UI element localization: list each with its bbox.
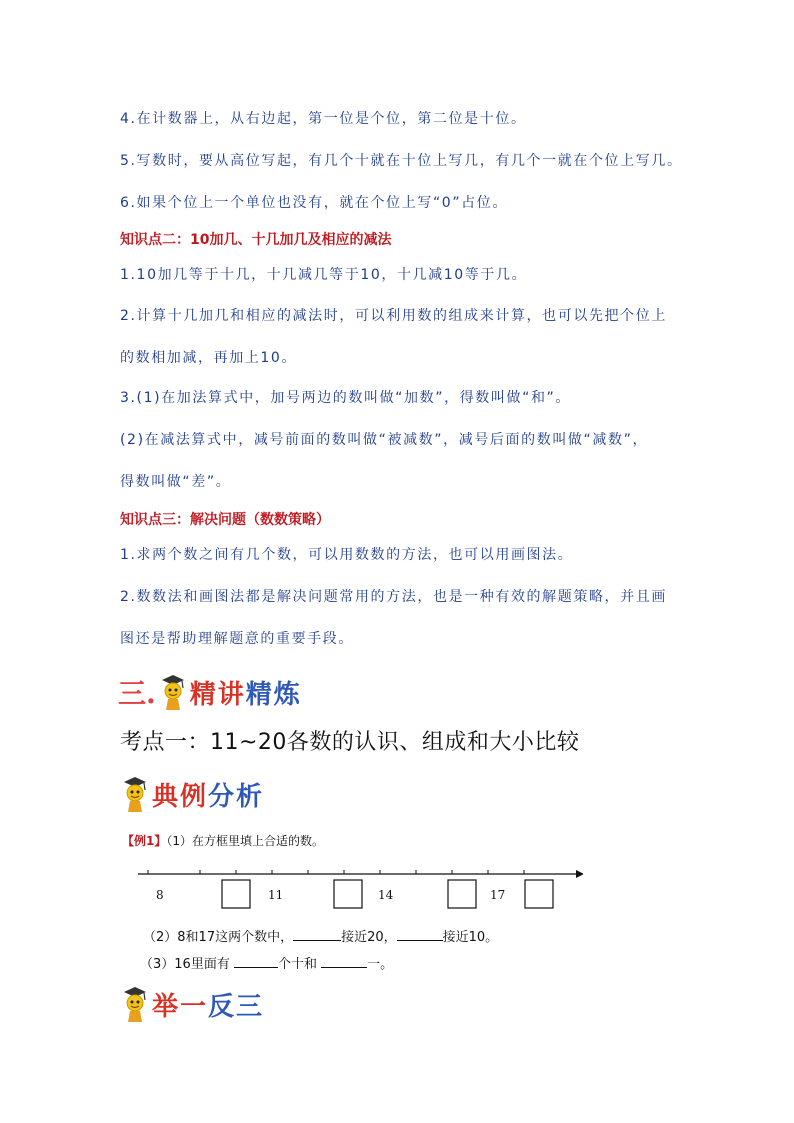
number-line-label: 17 [490, 888, 506, 902]
point-4: 4.在计数器上，从右边起，第一位是个位，第二位是十位。 [120, 111, 527, 127]
point-6: 6.如果个位上一个单位也没有，就在个位上写“0”占位。 [120, 195, 508, 211]
kp3-line-1: 1.求两个数之间有几个数，可以用数数的方法，也可以用画图法。 [120, 547, 574, 563]
dianli-title-a: 典例 [152, 781, 209, 812]
example-q3 [140, 953, 393, 972]
example-q1: （1）在方框里填上合适的数。 [166, 834, 324, 848]
number-line-label: 8 [156, 888, 164, 902]
mascot-icon [118, 984, 152, 1024]
kp3-line-2a: 2.数数法和画图法都是解决问题常用的方法，也是一种有效的解题策略，并且画 [120, 589, 667, 605]
kp2-line-1: 1.10加几等于十几，十几减几等于10，十几减10等于几。 [120, 267, 528, 283]
q3-text-a: （3）16里面有 [140, 957, 230, 972]
kp2-line-3a: 3.(1)在加法算式中，加号两边的数叫做“加数”，得数叫做“和”。 [120, 390, 571, 406]
answer-box[interactable] [222, 880, 250, 908]
number-line-label: 14 [378, 888, 394, 902]
number-line [138, 860, 583, 916]
juyi-title-a: 举一 [152, 991, 209, 1022]
kp2-heading: 知识点二：10加几、十几加几及相应的减法 [120, 232, 392, 248]
section-number: 三. [118, 677, 156, 710]
kp2-line-3c: 得数叫做“差”。 [120, 474, 232, 490]
answer-box[interactable] [334, 880, 362, 908]
juyi-title [118, 982, 264, 1026]
kp2-line-2a: 2.计算十几加几和相应的减法时，可以利用数的组成来计算，也可以先把个位上 [120, 308, 667, 324]
section-title-b: 精炼 [245, 679, 302, 710]
answer-blank[interactable] [397, 928, 443, 941]
kp3-line-2b: 图还是帮助理解题意的重要手段。 [120, 631, 354, 647]
example-1-prompt [122, 832, 324, 849]
mascot-icon [118, 774, 152, 814]
example-q2 [143, 926, 498, 945]
answer-blank[interactable] [293, 928, 341, 941]
dianli-title-b: 分析 [208, 781, 265, 812]
number-line-arrow [576, 870, 583, 878]
answer-box[interactable] [525, 880, 553, 908]
q3-text-b: 个十和 [277, 957, 317, 972]
example-tag: 【例1】 [122, 834, 167, 848]
section-title-a: 精讲 [189, 679, 246, 710]
mascot-icon [156, 672, 190, 712]
answer-blank[interactable] [321, 955, 367, 968]
kp3-heading: 知识点三：解决问题（数数策略） [120, 512, 330, 528]
kaodian-title: 考点一：11~20各数的认识、组成和大小比较 [120, 730, 580, 755]
answer-box[interactable] [448, 880, 476, 908]
kp2-line-2b: 的数相加减，再加上10。 [120, 350, 298, 366]
kp2-line-3b: (2)在减法算式中，减号前面的数叫做“被减数”，减号后面的数叫做“减数”， [120, 432, 649, 448]
juyi-title-b: 反三 [208, 991, 265, 1022]
section-title [118, 670, 302, 714]
dianli-title [118, 772, 264, 816]
q2-text-c: 接近10。 [442, 930, 499, 945]
number-line-label: 11 [268, 888, 284, 902]
q2-text-b: 接近20， [341, 930, 397, 945]
answer-blank[interactable] [234, 955, 278, 968]
point-5: 5.写数时，要从高位写起，有几个十就在十位上写几，有几个一就在个位上写几。 [120, 153, 683, 169]
q2-text-a: （2）8和17这两个数中， [143, 930, 294, 945]
q3-text-c: 一。 [367, 957, 394, 972]
